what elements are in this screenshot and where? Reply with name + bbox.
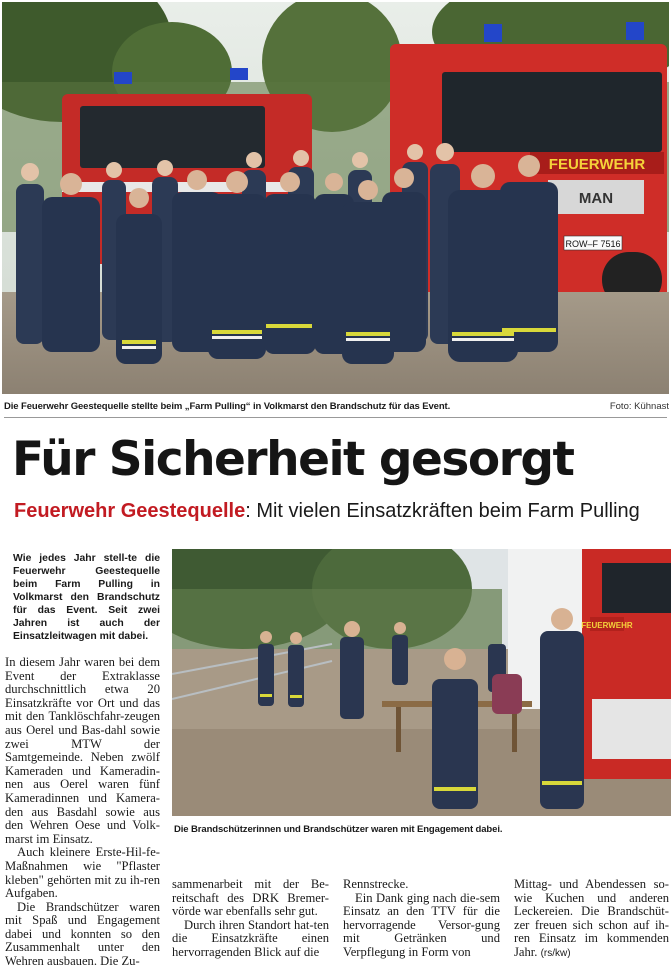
truck-lettering: FEUERWEHR: [548, 156, 646, 173]
article-column-1: [5, 552, 160, 969]
subheadline-highlight: Feuerwehr Geestequelle: [14, 500, 246, 522]
body-paragraph: sammenarbeit mit der Be-reitschaft des DRK Bremer-vörde war ebenfalls sehr gut.: [172, 877, 329, 919]
event-truck-lettering: FEUERWEHR: [581, 621, 633, 630]
body-paragraph: In diesem Jahr waren bei dem Event der Extraklasse durchschnittlich etwa 20 Einsatzkräfte vor Ort und das mit den Tanklöschfahr-zeugen aus Oerel und Bas-dahl sowie zwei MTW der Samtgemeinde. Neben zwölf Kameraden und Kameradin-nen aus Oerel waren fünf Kameradinnen und Kamera-den aus Basdahl sowie aus den Wehren Oese und Volk-marst im Einsatz.: [5, 655, 160, 846]
truck-brand: MAN: [578, 190, 614, 207]
article-column-4: [514, 878, 669, 961]
body-paragraph: Auch kleinere Erste-Hil-fe-Maßnahmen wie "Pflaster kleben" gehörten mit zu ih-ren Aufgaben.: [5, 845, 160, 901]
body-paragraph: Mittag- und Abendessen so-wie Kuchen und anderen Leckereien. Die Brandschüt-zer freuen sich schon auf ih-ren Einsatz im kommenden Jahr.: [514, 877, 669, 959]
group-photo: [2, 2, 669, 394]
lead-paragraph: Wie jedes Jahr stell-te die Feuerwehr Geestequelle beim Farm Pulling in Volkmarst den Brandschutz für das Event. Seit zwei Jahren ist auch der Einsatzleitwagen mit dabei.: [13, 553, 160, 642]
body-paragraph: Ein Dank ging nach die-sem Einsatz an den TTV für die hervorragende Versor-gung mit Getränken und Verpflegung in Form von: [343, 890, 500, 959]
body-paragraph: Die Brandschützer waren mit Spaß und Engagement dabei und konnten so den Zusammenhalt unter den Wehren ausbauen. Die Zu-: [5, 899, 160, 969]
divider: [4, 417, 667, 418]
subheadline-rest: : Mit vielen Einsatzkräften beim Farm Pulling: [245, 500, 640, 522]
body-paragraph: Durch ihren Standort hat-ten die Einsatzkräfte einen hervorragenden Blick auf die: [172, 917, 329, 959]
group-photo-illustration: [2, 2, 669, 394]
author-signature: (rs/kw): [540, 947, 571, 959]
headline: Für Sicherheit gesorgt: [12, 432, 574, 487]
body-paragraph: Rennstrecke.: [343, 877, 409, 891]
top-photo-caption: Die Feuerwehr Geestequelle stellte beim „Farm Pulling“ in Volkmarst den Brandschutz für das Event.: [4, 401, 451, 412]
photo-credit: Foto: Kühnast: [609, 401, 669, 412]
event-photo-illustration: [172, 549, 671, 816]
event-photo-caption: Die Brandschützerinnen und Brandschützer waren mit Engagement dabei.: [174, 824, 503, 835]
article-column-3: [343, 878, 500, 960]
subheadline: [14, 501, 640, 521]
event-photo: [172, 549, 671, 816]
license-plate: ROW–F 7516: [565, 239, 621, 249]
article-column-2: [172, 878, 329, 960]
